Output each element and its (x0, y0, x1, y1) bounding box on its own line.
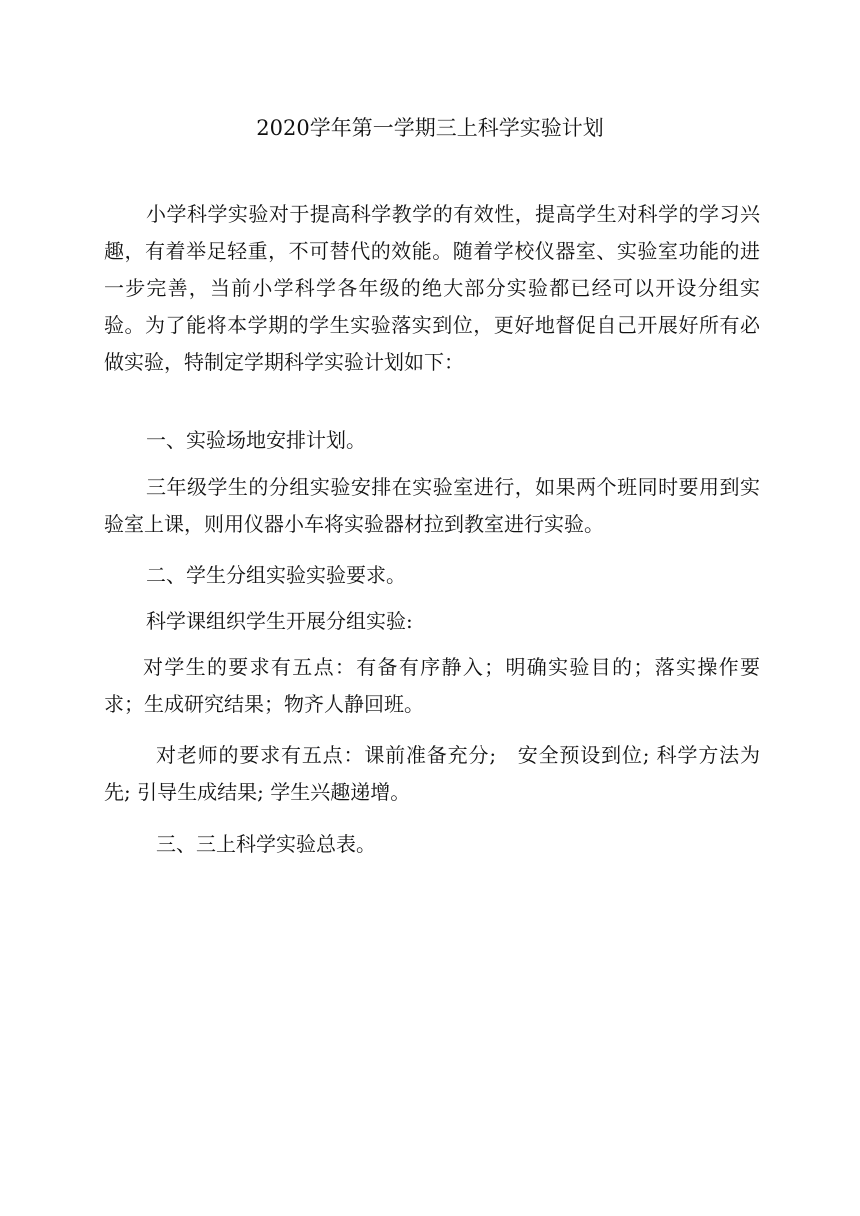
student-requirements-paragraph: 对学生的要求有五点：有备有序静入；明确实验目的；落实操作要求；生成研究结果；物齐人静回班。 (104, 655, 760, 716)
venue-paragraph: 三年级学生的分组实验安排在实验室进行，如果两个班同时要用到实验室上课，则用仪器小车将实验器材拉到教室进行实验。 (104, 475, 760, 536)
document-title: 2020学年第一学期三上科学实验计划 (256, 116, 604, 140)
group-experiment-line: 科学课组织学生开展分组实验: (146, 609, 413, 633)
intro-paragraph: 小学科学实验对于提高科学教学的有效性，提高学生对科学的学习兴趣，有着举足轻重，不可替代的效能。随着学校仪器室、实验室功能的进一步完善，当前小学科学各年级的绝大部分实验都已经可以开设分组实验。为了能将本学期的学生实验落实到位，更好地督促自己开展好所有必做实验，特制定学期科学实验计划如下： (104, 202, 760, 374)
section-heading-1: 一、实验场地安排计划。 (146, 428, 366, 452)
section-heading-3: 三、三上科学实验总表。 (156, 832, 376, 856)
section-heading-2: 二、学生分组实验实验要求。 (146, 563, 406, 587)
teacher-requirements-paragraph: 对老师的要求有五点：课前准备充分; 安全预设到位; 科学方法为先; 引导生成结果; 学生兴趣递增。 (104, 743, 760, 804)
